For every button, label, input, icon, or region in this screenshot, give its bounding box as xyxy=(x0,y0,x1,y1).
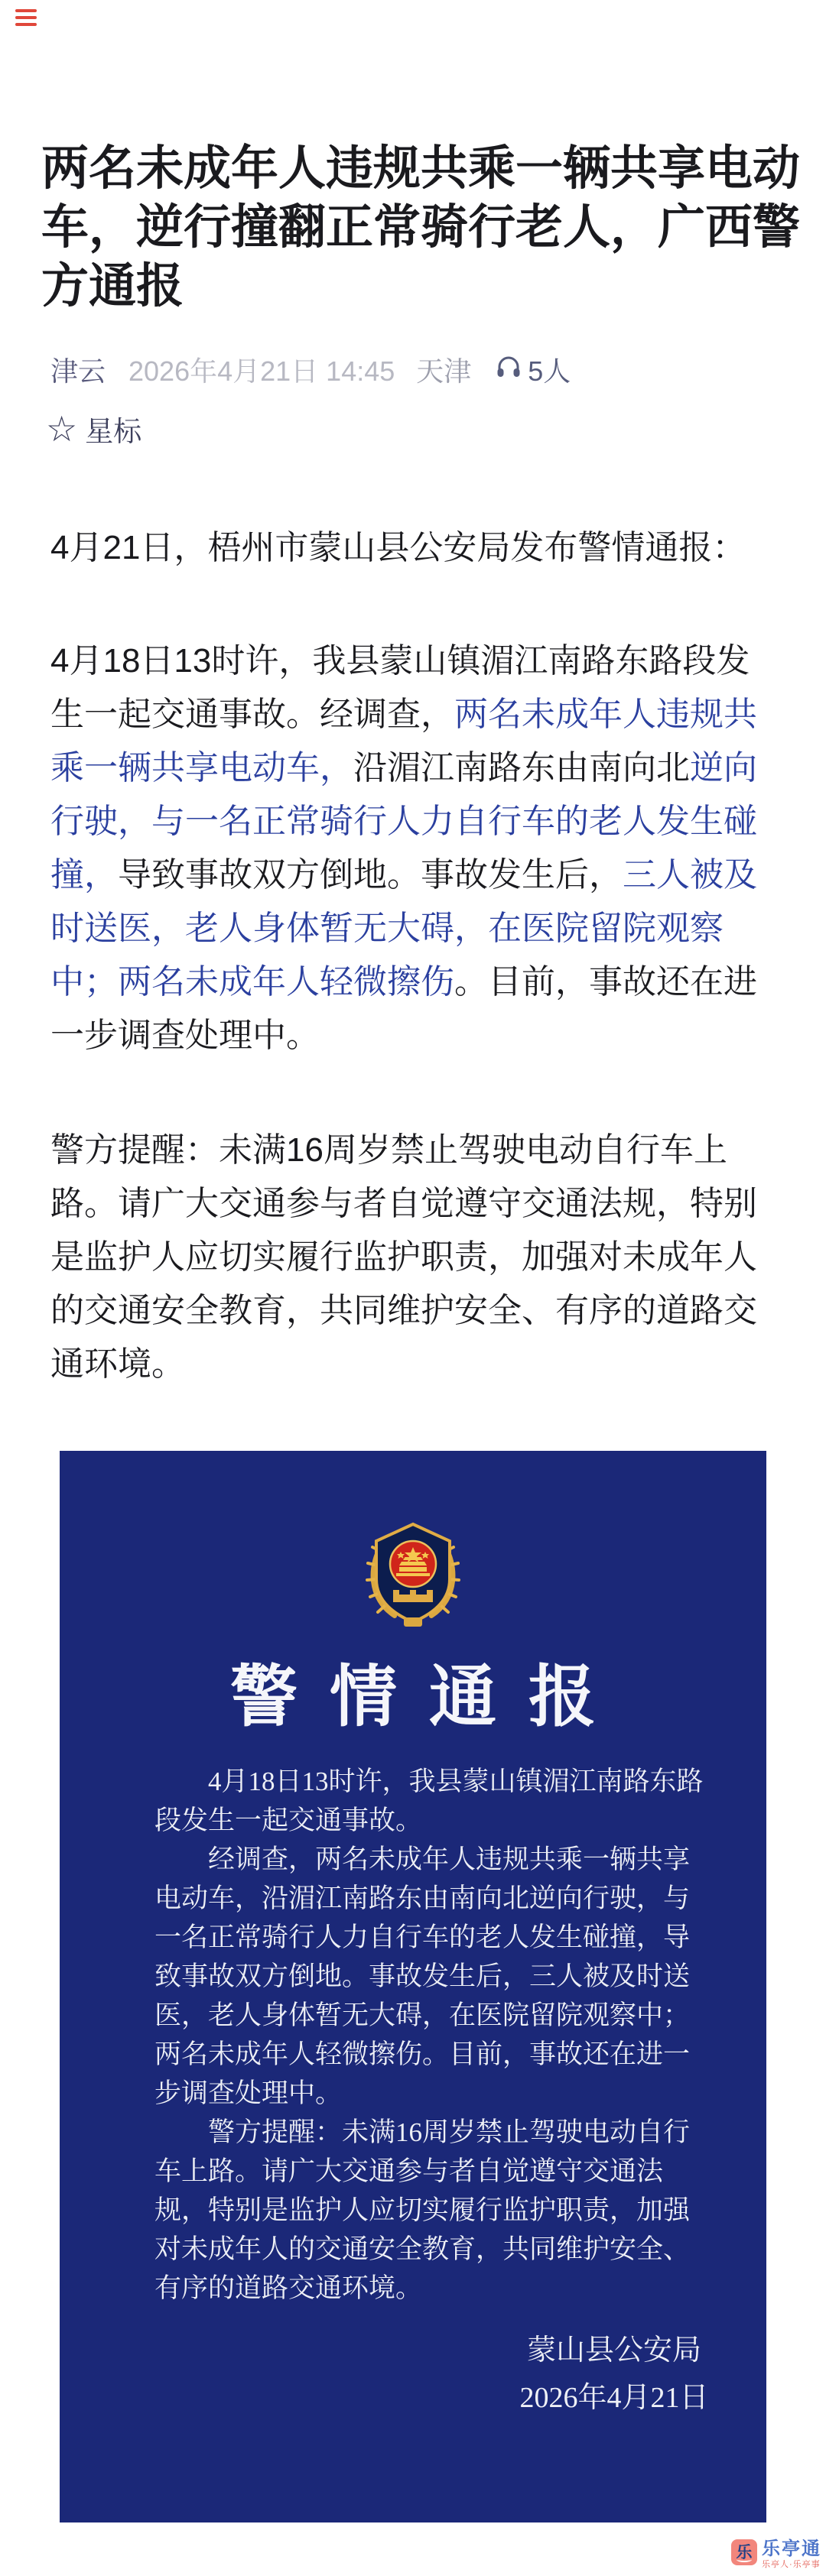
article-paragraph-2 xyxy=(50,634,759,1063)
star-button[interactable] xyxy=(46,408,141,449)
notice-paragraph-2: 经调查，两名未成年人违规共乘一辆共享电动车，沿湄江南路东由南向北逆向行驶，与一名正常骑行人力自行车的老人发生碰撞，导致事故双方倒地。事故发生后，三人被及时送医，老人身体暂无大碍，在医院留院观察中；两名未成年人轻微擦伤。目前，事故还在进一步调查处理中。 xyxy=(154,1844,691,2108)
signature-org: 蒙山县公安局 xyxy=(526,2334,701,2367)
star-label: 星标 xyxy=(85,416,142,447)
watermark-icon-char: 乐 xyxy=(736,2543,753,2561)
police-notice-image[interactable] xyxy=(60,1451,766,2522)
text-segment: 导致事故双方倒地。事故发生后， xyxy=(118,856,623,894)
highlighted-text: 三人被及时送医，老人身体暂无大碍，在医院留院观察中；两名未成年人轻微擦伤 xyxy=(50,856,757,1001)
notice-paragraph-3: 警方提醒：未满16周岁禁止驾驶电动自行车上路。请广大交通参与者自觉遵守交通法规，特别是监护人应切实履行监护职责，加强对未成年人的交通安全教育，共同维护安全、有序的道路交通环境。 xyxy=(154,2117,691,2303)
police-badge-icon xyxy=(356,1515,470,1635)
notice-signature xyxy=(519,2327,710,2422)
article-paragraph-1: 4月21日，梧州市蒙山县公安局发布警情通报： xyxy=(50,529,746,566)
notice-paragraph-1: 4月18日13时许，我县蒙山镇湄江南路东路段发生一起交通事故。 xyxy=(154,1767,704,1835)
text-segment: 沿湄江南路东由南向北 xyxy=(353,749,690,787)
watermark-tagline: 乐亭人·乐亭事 xyxy=(762,2560,821,2569)
listen-count[interactable] xyxy=(496,350,571,389)
headphones-icon xyxy=(496,354,528,386)
publish-location: 天津 xyxy=(416,355,472,387)
text-segment: 。目前，事故还在进一步调查处理中。 xyxy=(50,963,757,1054)
notice-body xyxy=(154,1762,713,2308)
highlighted-text: 逆向行驶，与一名正常骑行人力自行车的老人发生碰撞， xyxy=(50,749,757,894)
source-name[interactable]: 津云 xyxy=(50,355,106,387)
wave-icon xyxy=(737,2557,752,2562)
menu-bar xyxy=(15,16,37,19)
watermark-app-name: 乐亭通 xyxy=(762,2539,821,2559)
listener-number: 5人 xyxy=(528,355,571,387)
menu-bar xyxy=(15,9,37,12)
article-title: 两名未成年人违规共乘一辆共享电动车，逆行撞翻正常骑行老人，广西警方通报 xyxy=(41,142,801,313)
publish-datetime: 2026年4月21日 14:45 xyxy=(128,355,395,387)
watermark-app-icon xyxy=(731,2539,757,2565)
menu-icon[interactable] xyxy=(15,9,38,28)
highlighted-text: 两名未成年人违规共乘一辆共享电动车， xyxy=(50,696,757,787)
star-icon: ☆ xyxy=(46,409,78,449)
menu-bar xyxy=(15,23,37,26)
text-segment: 4月18日13时许，我县蒙山镇湄江南路东路段发生一起交通事故。经调查， xyxy=(50,642,750,733)
notice-title: 警情通报 xyxy=(229,1661,628,1735)
watermark xyxy=(731,2539,821,2570)
signature-date: 2026年4月21日 xyxy=(519,2382,709,2414)
article-paragraph-3: 警方提醒：未满16周岁禁止驾驶电动自行车上路。请广大交通参与者自觉遵守交通法规，特别是监护人应切实履行监护职责，加强对未成年人的交通安全教育，共同维护安全、有序的道路交通环境。 xyxy=(50,1131,757,1383)
byline xyxy=(50,350,808,389)
